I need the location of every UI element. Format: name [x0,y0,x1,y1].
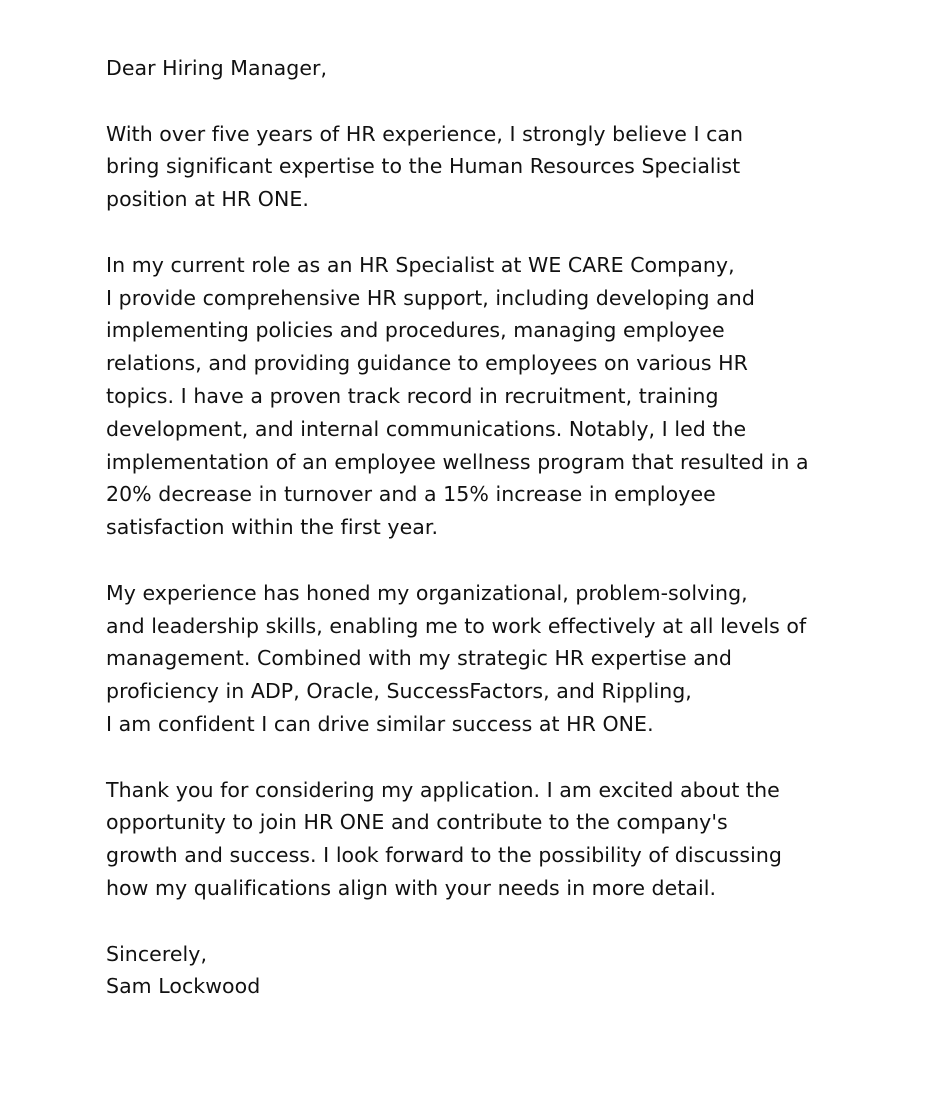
paragraph-line: and leadership skills, enabling me to work effectively at all levels of [106,613,807,638]
paragraph-line: development, and internal communications. Notably, I led the [106,416,747,441]
paragraph-line: I am confident I can drive similar success at HR ONE. [106,711,654,736]
cover-letter [106,52,906,1003]
paragraph-line: opportunity to join HR ONE and contribute to the company's [106,810,728,835]
paragraph-line: 20% decrease in turnover and a 15% increase in employee [106,482,716,507]
paragraph-line: My experience has honed my organizational, problem-solving, [106,580,748,605]
paragraph-line: implementing policies and procedures, managing employee [106,318,725,343]
paragraph-line: With over five years of HR experience, I strongly believe I can [106,121,744,146]
paragraph-line: how my qualifications align with your needs in more detail. [106,875,717,900]
paragraph-line: I provide comprehensive HR support, including developing and [106,285,755,310]
closing-block [106,938,906,1004]
paragraph-current-role [106,249,906,544]
paragraph-line: relations, and providing guidance to employees on various HR [106,351,748,376]
paragraph-line: growth and success. I look forward to the possibility of discussing [106,843,782,868]
paragraph-introduction [106,118,906,216]
paragraph-line: Thank you for considering my application. I am excited about the [106,777,780,802]
paragraph-line: topics. I have a proven track record in recruitment, training [106,383,719,408]
paragraph-skills [106,577,906,741]
salutation-text: Dear Hiring Manager, [106,56,328,80]
paragraph-line: proficiency in ADP, Oracle, SuccessFactors, and Rippling, [106,679,692,704]
paragraph-thank-you [106,774,906,905]
paragraph-line: management. Combined with my strategic HR expertise and [106,646,732,671]
paragraph-line: position at HR ONE. [106,187,309,212]
signature-name: Sam Lockwood [106,974,261,999]
closing-text: Sincerely, [106,941,208,966]
salutation [106,52,906,85]
paragraph-line: implementation of an employee wellness program that resulted in a [106,449,809,474]
paragraph-line: In my current role as an HR Specialist at WE CARE Company, [106,252,735,277]
paragraph-line: bring significant expertise to the Human Resources Specialist [106,154,741,179]
paragraph-line: satisfaction within the first year. [106,515,439,540]
